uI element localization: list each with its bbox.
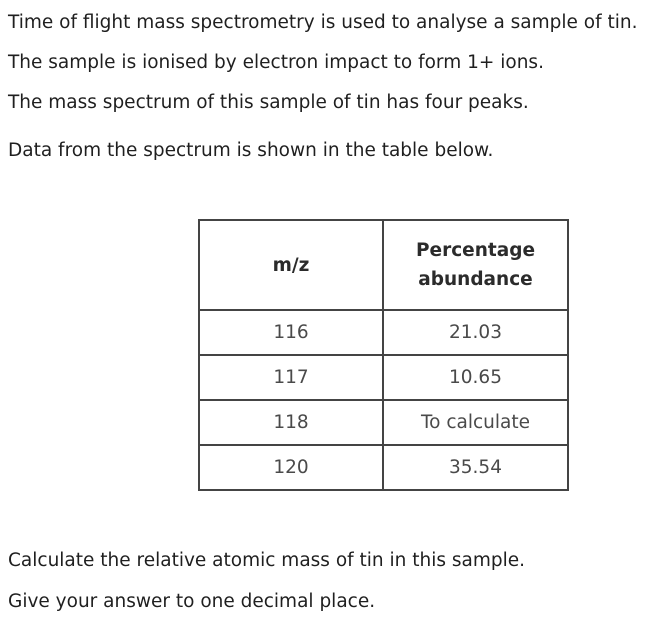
- intro-line-4: Data from the spectrum is shown in the table below.: [8, 140, 494, 161]
- header-mz: m/z: [199, 220, 383, 310]
- question-line-2: Give your answer to one decimal place.: [8, 591, 376, 612]
- cell-mz: 117: [199, 355, 383, 400]
- cell-abundance: 10.65: [383, 355, 568, 400]
- table-row: [199, 310, 568, 355]
- mass-spectrum-table: [198, 219, 569, 491]
- cell-abundance: 35.54: [383, 445, 568, 490]
- intro-line-3: The mass spectrum of this sample of tin has four peaks.: [8, 92, 529, 113]
- table-row: [199, 355, 568, 400]
- cell-abundance: To calculate: [383, 400, 568, 445]
- cell-abundance: 21.03: [383, 310, 568, 355]
- table-row: [199, 400, 568, 445]
- intro-line-2: The sample is ionised by electron impact to form 1+ ions.: [8, 52, 544, 73]
- table-row: [199, 445, 568, 490]
- question-line-1: Calculate the relative atomic mass of tin in this sample.: [8, 550, 526, 571]
- intro-line-1: Time of flight mass spectrometry is used to analyse a sample of tin.: [8, 12, 638, 33]
- cell-mz: 116: [199, 310, 383, 355]
- cell-mz: 118: [199, 400, 383, 445]
- table-header-row: [199, 220, 568, 310]
- header-percentage-abundance: Percentage abundance: [383, 220, 568, 310]
- cell-mz: 120: [199, 445, 383, 490]
